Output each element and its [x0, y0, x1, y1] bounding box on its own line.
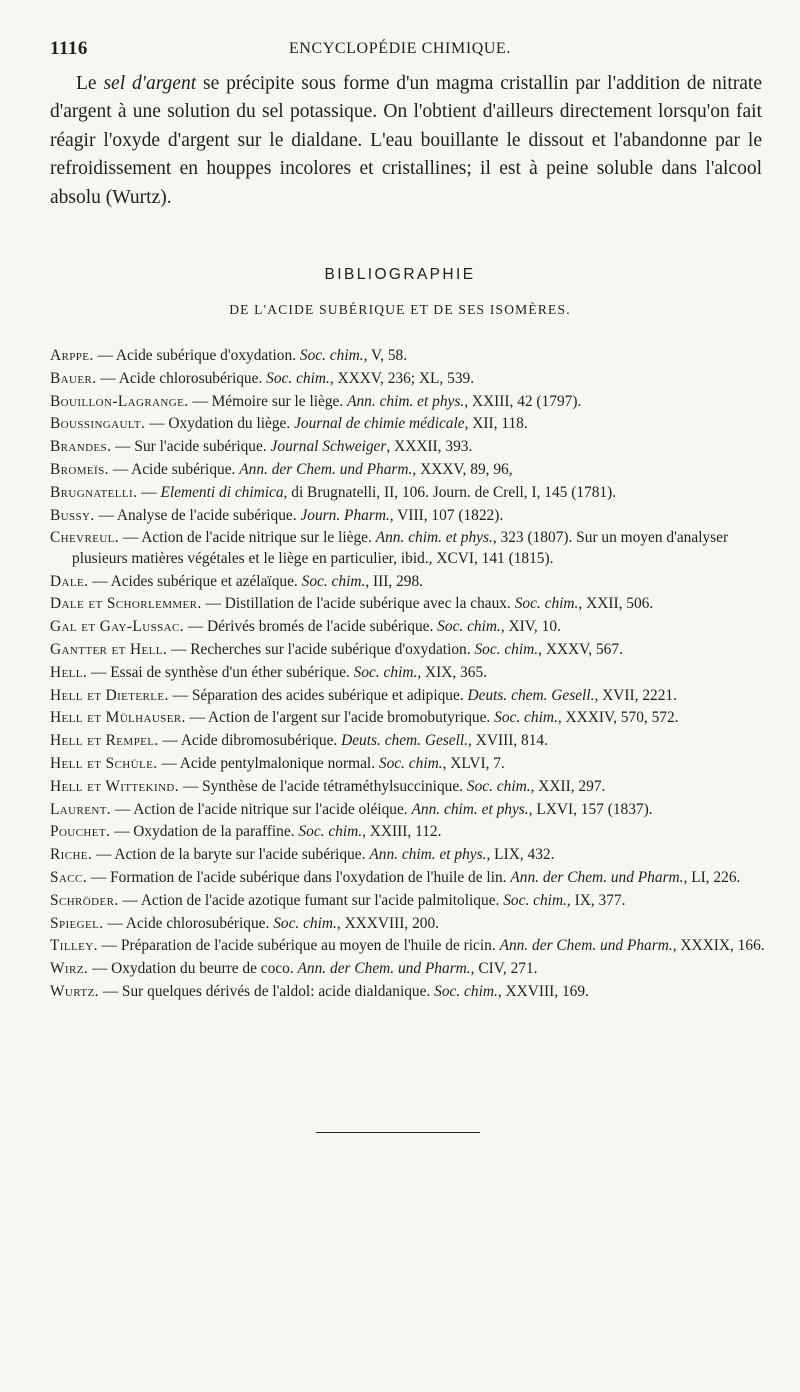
entry-reference: , V, 58.: [363, 347, 408, 364]
entry-source: Soc. chim.: [378, 755, 443, 773]
entry-source: Soc. chim.: [514, 595, 579, 613]
entry-author: Wirz.: [50, 960, 89, 978]
entry-source: Ann. chim. et phys.: [369, 846, 487, 864]
entry-description: — Analyse de l'acide subérique.: [94, 506, 301, 524]
bibliography-entry: [50, 731, 768, 752]
bibliography-entry: [50, 640, 768, 661]
entry-source: Soc. chim.: [503, 891, 567, 909]
entry-reference: , di Brugnatelli, II, 106. Journ. de Crell, I, 145 (1781).: [283, 483, 617, 501]
bibliography-entry: [50, 914, 768, 935]
entry-author: Bauer.: [50, 369, 97, 387]
entry-author: Laurent.: [50, 800, 112, 818]
entry-source: Soc. chim.: [466, 777, 531, 795]
entry-reference: , XXVIII, 169.: [497, 983, 589, 1001]
bibliography-entry: [50, 800, 768, 821]
entry-description: — Action de l'acide nitrique sur le liège.: [119, 529, 376, 547]
entry-source: Soc. chim.: [434, 983, 498, 1001]
entry-description: — Préparation de l'acide subérique au moyen de l'huile de ricin.: [97, 937, 500, 955]
entry-description: — Action de la baryte sur l'acide subérique.: [92, 846, 370, 864]
entry-author: Riche.: [50, 846, 93, 864]
intro-term: sel d'argent: [103, 73, 197, 94]
entry-author: Brugnatelli.: [50, 483, 138, 501]
entry-source: Soc. chim.: [474, 641, 539, 659]
entry-description: — Distillation de l'acide subérique avec la chaux.: [201, 595, 515, 613]
entry-reference: , XLVI, 7.: [442, 755, 505, 773]
entry-source: Ann. der Chem. und Pharm.: [239, 460, 413, 478]
entry-source: Journ. Pharm.: [300, 506, 390, 524]
entry-reference: , XIV, 10.: [500, 618, 561, 636]
bibliography-entry: [50, 936, 768, 957]
bibliography-entry: [50, 572, 768, 593]
entry-author: Spiegel.: [50, 914, 104, 932]
entry-author: Dale et Schorlemmer.: [50, 595, 202, 613]
bibliography-entry: [50, 822, 768, 843]
entry-reference: , XXIII, 42 (1797).: [464, 392, 582, 410]
entry-source: Journal Schweiger: [270, 438, 387, 456]
entry-source: Ann. der Chem. und Pharm.: [297, 960, 471, 978]
entry-description: — Mémoire sur le liège.: [188, 392, 348, 410]
entry-author: Schröder.: [50, 891, 119, 909]
entry-reference: , XXII, 506.: [578, 595, 654, 613]
entry-description: — Recherches sur l'acide subérique d'oxydation.: [167, 641, 475, 659]
entry-description: — Dérivés bromés de l'acide subérique.: [183, 618, 438, 636]
bibliography-entry: [50, 483, 768, 504]
entry-description: — Oxydation de la paraffine.: [110, 823, 299, 841]
entry-reference: , 323 (1807). Sur un moyen d'analyser plusieurs matières végétales et le liège en particulier, ibid., XCVI, 141 (1815).: [72, 529, 729, 567]
entry-reference: , XVIII, 814.: [468, 732, 548, 750]
bibliography-entry: [50, 663, 768, 684]
entry-author: Hell et Wittekind.: [50, 777, 180, 795]
entry-author: Hell et Schüle.: [50, 755, 158, 773]
entry-description: — Acides subérique et azélaïque.: [88, 572, 302, 590]
entry-author: Bouillon-Lagrange.: [50, 392, 189, 410]
entry-description: — Acide subérique.: [108, 460, 240, 478]
intro-paragraph: [50, 70, 762, 212]
entry-source: Ann. chim. et phys.: [375, 529, 493, 547]
entry-reference: , IX, 377.: [566, 891, 626, 909]
entry-reference: , CIV, 271.: [470, 960, 538, 978]
entry-reference: , VIII, 107 (1822).: [389, 506, 504, 524]
bibliography-heading: BIBLIOGRAPHIE: [324, 266, 476, 283]
entry-source: Soc. chim.: [437, 618, 501, 636]
entry-description: — Oxydation du liège.: [145, 415, 295, 433]
entry-source: Soc. chim.: [299, 347, 364, 364]
entry-reference: , XIX, 365.: [417, 663, 487, 681]
bibliography-entry: [50, 460, 768, 481]
entry-reference: , III, 298.: [365, 572, 424, 590]
bibliography-entry: [50, 959, 768, 980]
entry-reference: , LI, 226.: [683, 869, 741, 887]
entry-reference: , XXIII, 112.: [362, 823, 442, 841]
entry-author: Sacc.: [50, 869, 88, 887]
entry-author: Hell et Rempel.: [50, 732, 159, 750]
intro-text: se précipite sous forme d'un magma cristallin par l'addition de nitrate d'argent à une solution du sel potassique. On l'obtient d'ailleurs directement lorsqu'on fait réagir l'oxyde d'argent sur le dialdane. L'eau bouillante le dissout et l'abandonne par le refroidissement en houppes incolores et cristallines; il est à peine soluble dans l'alcool absolu (Wurtz).: [50, 73, 762, 208]
bibliography-entry: [50, 982, 768, 1003]
bibliography-list: [50, 346, 768, 1005]
entry-source: Soc. chim.: [266, 369, 330, 387]
entry-author: Hell.: [50, 663, 88, 681]
entry-author: Pouchet.: [50, 823, 111, 841]
entry-author: Hell et Mülhauser.: [50, 709, 186, 727]
page-number: 1116: [50, 38, 88, 59]
entry-reference: , XII, 118.: [464, 415, 528, 433]
entry-description: —: [137, 483, 161, 501]
entry-reference: , XXXII, 393.: [386, 438, 473, 456]
entry-source: Soc. chim.: [273, 914, 337, 932]
entry-description: — Essai de synthèse d'un éther subérique.: [87, 663, 354, 681]
running-title: ENCYCLOPÉDIE CHIMIQUE.: [288, 40, 512, 57]
entry-reference: , XXXIV, 570, 572.: [557, 709, 679, 727]
entry-author: Arppe.: [50, 347, 94, 364]
entry-author: Gal et Gay-Lussac.: [50, 618, 184, 636]
bibliography-entry: [50, 506, 768, 527]
entry-description: — Acide subérique d'oxydation.: [93, 347, 300, 364]
entry-description: — Acide pentylmalonique normal.: [157, 755, 379, 773]
entry-author: Bussy.: [50, 506, 95, 524]
entry-source: Ann. der Chem. und Pharm.: [499, 937, 673, 955]
entry-source: Soc. chim.: [353, 663, 418, 681]
entry-reference: , XXXV, 236; XL, 539.: [329, 369, 475, 387]
entry-author: Hell et Dieterle.: [50, 686, 169, 704]
entry-reference: , XXXV, 567.: [538, 641, 623, 659]
entry-source: Elementi di chimica: [160, 483, 284, 501]
entry-author: Tilley.: [50, 937, 98, 955]
section-divider: [316, 1132, 480, 1133]
entry-reference: , XXII, 297.: [530, 777, 606, 795]
entry-author: Bromeïs.: [50, 460, 109, 478]
entry-source: Ann. chim. et phys.: [411, 800, 529, 818]
entry-description: — Action de l'acide nitrique sur l'acide oléique.: [111, 800, 412, 818]
entry-source: Deuts. chem. Gesell.: [341, 732, 469, 750]
entry-reference: , XXXV, 89, 96,: [412, 460, 513, 478]
entry-author: Gantter et Hell.: [50, 641, 168, 659]
entry-description: — Sur quelques dérivés de l'aldol: acide dialdanique.: [98, 983, 435, 1001]
bibliography-entry: [50, 437, 768, 458]
bibliography-entry: [50, 868, 768, 889]
bibliography-subheading: DE L'ACIDE SUBÉRIQUE ET DE SES ISOMÈRES.: [229, 302, 571, 317]
bibliography-entry: [50, 708, 768, 729]
entry-description: — Formation de l'acide subérique dans l'oxydation de l'huile de lin.: [87, 869, 511, 887]
bibliography-entry: [50, 617, 768, 638]
intro-lead: Le: [76, 73, 104, 94]
entry-author: Chevreul.: [50, 529, 120, 547]
bibliography-entry: [50, 686, 768, 707]
entry-author: Dale.: [50, 572, 89, 590]
entry-reference: , XVII, 2221.: [594, 686, 677, 704]
bibliography-entry: [50, 392, 768, 413]
entry-source: Soc. chim.: [301, 572, 366, 590]
entry-description: — Sur l'acide subérique.: [111, 438, 271, 456]
entry-source: Soc. chim.: [494, 709, 558, 727]
entry-description: — Synthèse de l'acide tétraméthylsuccinique.: [179, 777, 467, 795]
bibliography-entry: [50, 754, 768, 775]
bibliography-entry: [50, 777, 768, 798]
bibliography-entry: [50, 528, 768, 569]
bibliography-entry: [50, 594, 768, 615]
bibliography-entry: [50, 891, 768, 912]
entry-reference: , XXXVIII, 200.: [336, 914, 440, 932]
bibliography-entry: [50, 369, 768, 390]
entry-author: Boussingault.: [50, 415, 146, 433]
entry-author: Brandes.: [50, 438, 112, 456]
entry-author: Wurtz.: [50, 983, 99, 1001]
entry-description: — Acide dibromosubérique.: [158, 732, 342, 750]
bibliography-entry: [50, 346, 768, 367]
bibliography-entry: [50, 845, 768, 866]
entry-source: Soc. chim.: [298, 823, 363, 841]
entry-reference: , XXXIX, 166.: [672, 937, 765, 955]
entry-source: Journal de chimie médicale: [294, 415, 465, 433]
entry-reference: , LXVI, 157 (1837).: [528, 800, 653, 818]
entry-source: Ann. der Chem. und Pharm.: [510, 869, 684, 887]
entry-source: Ann. chim. et phys.: [347, 392, 465, 410]
entry-reference: , LIX, 432.: [486, 846, 555, 864]
entry-description: — Action de l'argent sur l'acide bromobutyrique.: [185, 709, 495, 727]
running-header: [50, 38, 750, 64]
entry-source: Deuts. chem. Gesell.: [467, 686, 595, 704]
bibliography-entry: [50, 414, 768, 435]
entry-description: — Action de l'acide azotique fumant sur l'acide palmitolique.: [118, 891, 504, 909]
entry-description: — Acide chlorosubérique.: [103, 914, 274, 932]
entry-description: — Acide chlorosubérique.: [96, 369, 267, 387]
entry-description: — Séparation des acides subérique et adipique.: [168, 686, 468, 704]
entry-description: — Oxydation du beurre de coco.: [88, 960, 298, 978]
